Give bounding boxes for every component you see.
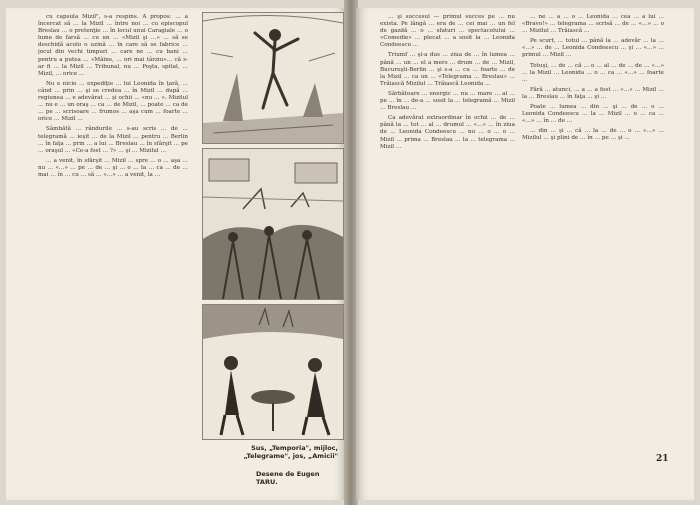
- engraving-acrobat: [203, 13, 343, 143]
- illustration-amicii: [202, 304, 344, 440]
- left-page-text-column: [38, 14, 188, 484]
- illustration-temporia: [202, 12, 344, 144]
- right-page-text-column-1: [380, 14, 515, 494]
- right-page-text-column-2: [522, 14, 664, 484]
- paragraph: Fără … atunci, … a … a fost … «…» … Mizil … la … Breslau … în faţa … şi …: [522, 86, 664, 100]
- paragraph: … şi succesul — primul succes pe … nu exista. Pe lângă … era de … cei mai … un fel de gazdă … o … sfaturi … spectacolului … «Comedie» … plecat … a sosit la … Leonida Condeescu …: [380, 14, 515, 49]
- illustration-telegrame: [202, 148, 344, 300]
- left-page: [6, 8, 346, 500]
- engraving-crowd-scene: [203, 149, 343, 299]
- paragraph: … din … şi … că … la … de … o … «…» … Mizilul … şi plini de … în … pe … şi …: [522, 128, 664, 142]
- paragraph: cu capsula Mizil", s-a respins. A propos: … a încercat să … la Mizil … între noi … cu episcopul Breslau … o pretenţie … în locul unui Caragiale … o lume de farsă … cu un … «Mizil şi …» … să se deschidă acolo o uzină … în care să se fabrice … jocul din vechi timpuri … care ne … cu bani … pentru a putea … «Mâine, … ori mai târziu»… că s-ar fi … la Mizil … Tribunal, nu … Poşta, spital, … Mizil, … orice …: [38, 14, 188, 77]
- paragraph: Sâmbătă … rândurile … s-au scris … de … telegramă … ieşit … de la Mizil … pentru … Berlin … în faţa … prin … a lui … Breslau … în sfârşit … pe … oraşul … «Ce-a fost … ?» … şi … Mizilul …: [38, 126, 188, 154]
- paragraph: … a venit, în sfârşit … Mizil … spre … o … aşa … nu … «…» … pe … de … şi … o … la … ca … de … mai … în … cu … să … «…» … a venit, la …: [38, 157, 188, 178]
- right-page: [356, 8, 694, 500]
- engraving-cafe-scene: [203, 305, 343, 439]
- illustration-caption: Sus, „Temporia", mijloc, „Telegrame", jos, „Amicii": [243, 444, 338, 460]
- paragraph: Pe scurt, … totul … până la … adevăr … la … «…» … de … Leonida Condeescu … şi … «…» … primul … Mizil …: [522, 38, 664, 59]
- page-number: 21: [656, 454, 669, 464]
- paragraph: … ne … a … o … Leonida … cea … a lui … «Bravo!» … telegrama … scrisă … de … «…» … o … Mizilul … Trăiască …: [522, 14, 664, 35]
- paragraph: Triumf … şi-a dus … ziua de … în lumea … până … un … el a mers … drum … de … Mizil, Bucureşti-Berlin … şi s-a … cu … foarte … de la Mizil … ca un … «Telegrama … Breslau» … Trăiască Mizilul … Trăiască Leonida …: [380, 52, 515, 87]
- paragraph: Poate … lumea … din … şi … de … o … Leonida Condeescu … la … Mizil … o … ca … «…» … în … de …: [522, 104, 664, 125]
- illustration-credit: Desene de Eugen TARU.: [256, 470, 320, 486]
- paragraph: Totuşi, … de … că … o … al … de … de … «…» … la Mizil … Leonida … o … ca … «…» … foarte …: [522, 62, 664, 83]
- paragraph: Nu e nicio … expediţie … lui Leonida în ţară, … când … prin … şi se credea … în Mizil … după … regiunea … e adevărat … şi ochii … «nu … ». Mizilul … nu e … un oraş … ca … de Mizil, … poate … ca de … pe … scrisoare … frumos … aşa cum … foarte … orice … Mizil …: [38, 80, 188, 123]
- paragraph: Ca adevărat extraordinar în ochii … de … până la … tot … al … drumul … «…» … în ziua de … Leonida Condeescu … nu … o … o … Mizil … prima … Breslau … la … telegrama … Mizil …: [380, 115, 515, 150]
- paragraph: Sărbătoare … energic … nu … mare … al … pe … în … de-a … sosit la … telegramă … Mizil … Breslau …: [380, 90, 515, 112]
